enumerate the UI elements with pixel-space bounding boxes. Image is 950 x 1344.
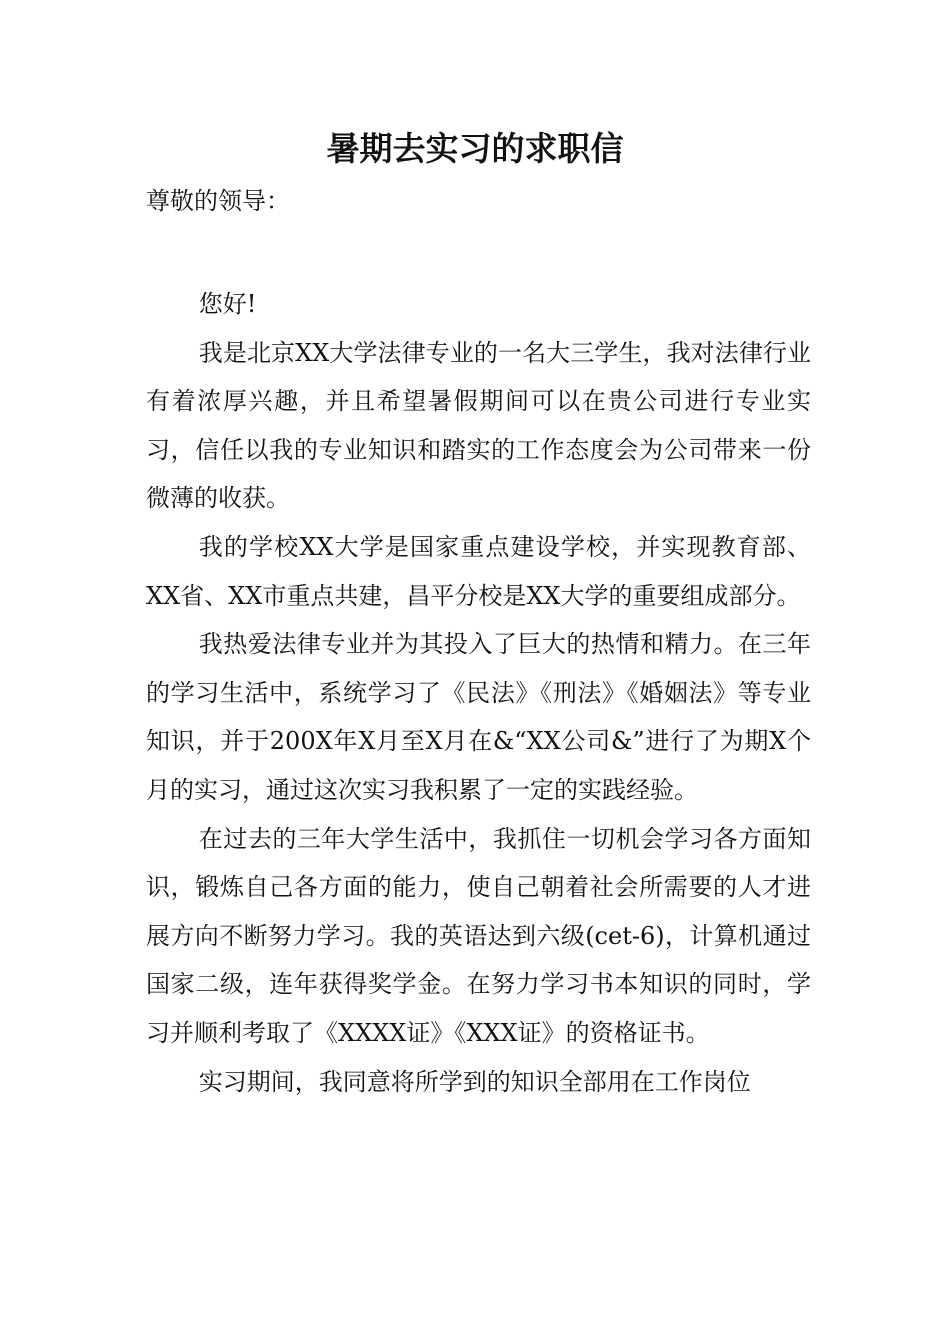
body-paragraph: 我是北京XX大学法律专业的一名大三学生，我对法律行业有着浓厚兴趣，并且希望暑假期间可以在贵公司进行专业实习，信任以我的专业知识和踏实的工作态度会为公司带来一份微薄的收获。	[146, 338, 811, 513]
letter-body	[146, 280, 811, 1106]
body-paragraph: 我的学校XX大学是国家重点建设学校，并实现教育部、XX省、XX市重点共建，昌平分校是XX大学的重要组成部分。	[146, 532, 811, 610]
document-title: 暑期去实习的求职信	[326, 129, 624, 168]
body-paragraph: 在过去的三年大学生活中，我抓住一切机会学习各方面知识，锻炼自己各方面的能力，使自己朝着社会所需要的人才进展方向不断努力学习。我的英语达到六级(cet-6)，计算机通过国家二级，连年获得奖学金。在努力学习书本知识的同时，学习并顺利考取了《XXXX证》《XXX证》的资格证书。	[146, 824, 811, 1047]
body-paragraph: 实习期间，我同意将所学到的知识全部用在工作岗位	[198, 1067, 751, 1096]
salutation: 尊敬的领导：	[146, 187, 290, 215]
body-paragraph: 我热爱法律专业并为其投入了巨大的热情和精力。在三年的学习生活中，系统学习了《民法》《刑法》《婚姻法》等专业知识，并于200X年X月至X月在&“XX公司&”进行了为期X个月的实习，通过这次实习我积累了一定的实践经验。	[146, 630, 811, 804]
greeting-paragraph: 您好!	[198, 290, 257, 318]
